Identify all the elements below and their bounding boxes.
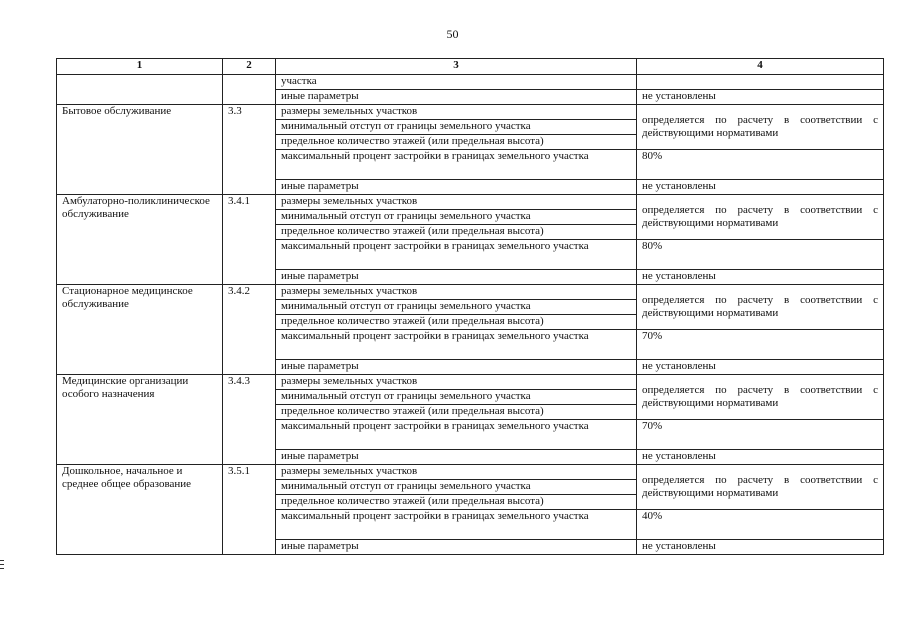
param-cell: участка: [276, 75, 637, 90]
value-cell: не установлены: [637, 540, 884, 555]
use-code-cell: 3.3: [223, 105, 276, 195]
param-cell: максимальный процент застройки в границах земельного участка: [276, 240, 637, 270]
param-cell: предельное количество этажей (или предельная высота): [276, 495, 637, 510]
param-cell: минимальный отступ от границы земельного участка: [276, 300, 637, 315]
use-code-cell: 3.4.3: [223, 375, 276, 465]
norm-value-cell: определяется по расчету в соответствии с действующими нормативами: [637, 195, 884, 240]
param-cell: предельное количество этажей (или предельная высота): [276, 315, 637, 330]
value-cell: не установлены: [637, 90, 884, 105]
coverage-value-cell: 80%: [637, 150, 884, 180]
norm-value-cell: определяется по расчету в соответствии с действующими нормативами: [637, 465, 884, 510]
param-cell: размеры земельных участков: [276, 195, 637, 210]
table-row: [57, 375, 884, 390]
param-cell: минимальный отступ от границы земельного участка: [276, 480, 637, 495]
param-cell: иные параметры: [276, 540, 637, 555]
param-cell: иные параметры: [276, 450, 637, 465]
param-cell: иные параметры: [276, 90, 637, 105]
param-cell: минимальный отступ от границы земельного участка: [276, 390, 637, 405]
page-number: 50: [446, 27, 459, 41]
use-name-cell: Дошкольное, начальное и среднее общее образование: [57, 465, 223, 555]
param-cell: максимальный процент застройки в границах земельного участка: [276, 510, 637, 540]
coverage-value-cell: 70%: [637, 420, 884, 450]
use-name-cell: [57, 75, 223, 105]
header-col-1: 1: [57, 59, 223, 75]
margin-mark: [0, 560, 4, 578]
param-cell: предельное количество этажей (или предельная высота): [276, 225, 637, 240]
value-cell: [637, 75, 884, 90]
value-cell: не установлены: [637, 180, 884, 195]
header-row: [57, 59, 884, 75]
param-cell: минимальный отступ от границы земельного участка: [276, 210, 637, 225]
param-cell: иные параметры: [276, 180, 637, 195]
value-cell: не установлены: [637, 450, 884, 465]
param-cell: размеры земельных участков: [276, 285, 637, 300]
header-col-2: 2: [223, 59, 276, 75]
param-cell: максимальный процент застройки в границах земельного участка: [276, 420, 637, 450]
param-cell: максимальный процент застройки в границах земельного участка: [276, 150, 637, 180]
table-row: [57, 195, 884, 210]
value-cell: не установлены: [637, 360, 884, 375]
param-cell: предельное количество этажей (или предельная высота): [276, 405, 637, 420]
param-cell: иные параметры: [276, 360, 637, 375]
use-code-cell: [223, 75, 276, 105]
param-cell: размеры земельных участков: [276, 375, 637, 390]
param-cell: предельное количество этажей (или предельная высота): [276, 135, 637, 150]
table-row: [57, 105, 884, 120]
header-col-3: 3: [276, 59, 637, 75]
coverage-value-cell: 80%: [637, 240, 884, 270]
table-row: [57, 465, 884, 480]
norm-value-cell: определяется по расчету в соответствии с действующими нормативами: [637, 285, 884, 330]
use-code-cell: 3.4.1: [223, 195, 276, 285]
param-cell: минимальный отступ от границы земельного участка: [276, 120, 637, 135]
table-row: [57, 75, 884, 90]
use-name-cell: Стационарное медицинское обслуживание: [57, 285, 223, 375]
use-code-cell: 3.4.2: [223, 285, 276, 375]
table-row: [57, 285, 884, 300]
param-cell: иные параметры: [276, 270, 637, 285]
param-cell: размеры земельных участков: [276, 465, 637, 480]
use-name-cell: Бытовое обслуживание: [57, 105, 223, 195]
coverage-value-cell: 70%: [637, 330, 884, 360]
use-name-cell: Медицинские организации особого назначения: [57, 375, 223, 465]
coverage-value-cell: 40%: [637, 510, 884, 540]
header-col-4: 4: [637, 59, 884, 75]
regulations-table: [56, 58, 884, 555]
norm-value-cell: определяется по расчету в соответствии с действующими нормативами: [637, 105, 884, 150]
param-cell: размеры земельных участков: [276, 105, 637, 120]
use-code-cell: 3.5.1: [223, 465, 276, 555]
param-cell: максимальный процент застройки в границах земельного участка: [276, 330, 637, 360]
use-name-cell: Амбулаторно-поликлиническое обслуживание: [57, 195, 223, 285]
norm-value-cell: определяется по расчету в соответствии с действующими нормативами: [637, 375, 884, 420]
value-cell: не установлены: [637, 270, 884, 285]
